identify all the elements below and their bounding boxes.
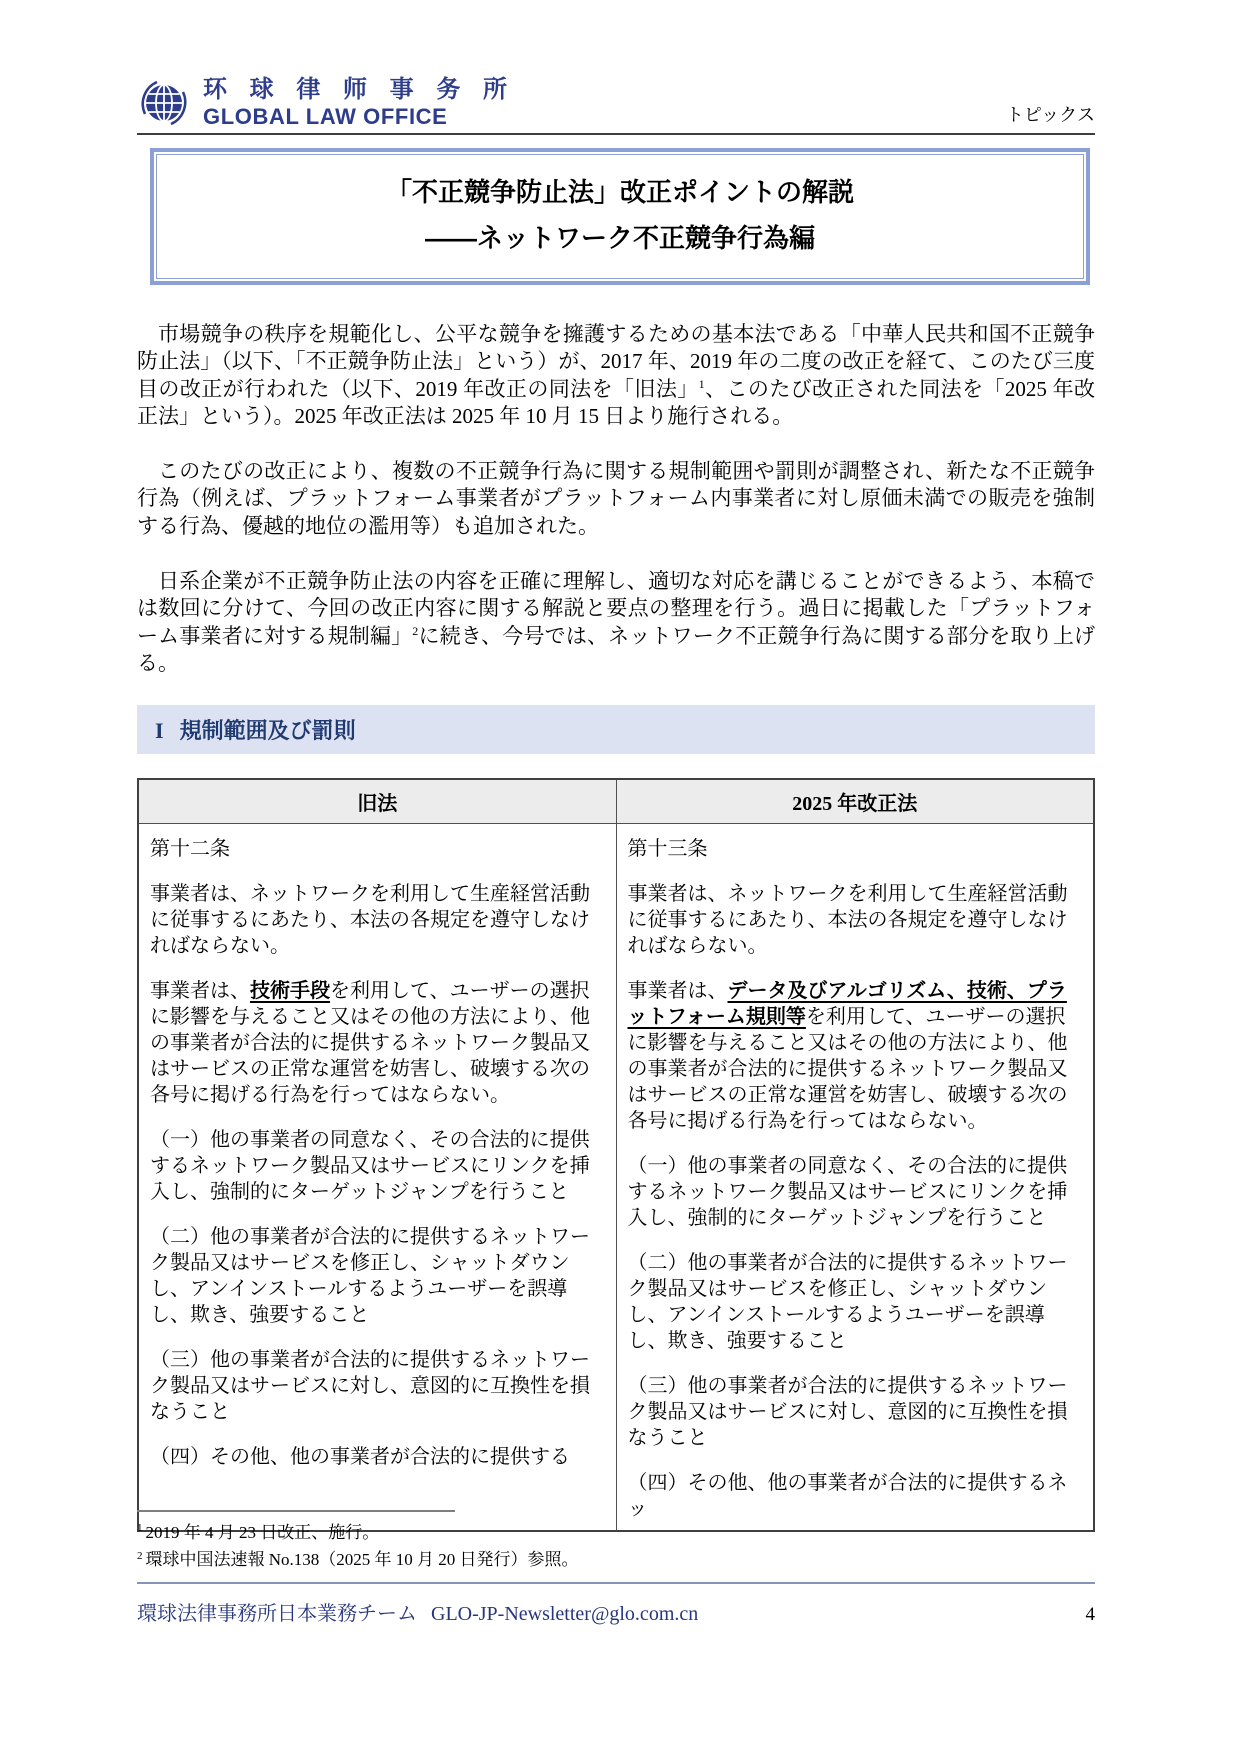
footnote-ref-2: 2 [412,623,419,638]
title-box [150,148,1090,285]
footnote-ref-1: 1 [698,376,705,391]
paragraph-3-text-cont: に続き、今号では、ネットワーク不正競争行為に関する部分を取り上げる。 [137,623,1095,675]
table-body-row [138,824,1094,1532]
footnote-1-text: 2019 年 4 月 23 日改正、施行。 [145,1523,380,1542]
firm-logo-text [203,77,515,129]
old-law-article: 第十二条 [150,838,230,861]
page-number: 4 [1085,1604,1095,1626]
section-numeral: I [155,718,164,744]
paragraph-3-text: 日系企業が不正競争防止法の内容を正確に理解し、適切な対応を講じることができるよう、本稿では数回に分けて、今回の改正内容に関する解説と要点の整理を行う。過日に掲載した「プラットフォーム事業者に対する規制編」 [137,569,1095,648]
section-heading-bar [137,705,1095,754]
old-law-p2-pre: 事業者は、 [150,980,250,1003]
firm-logo [137,76,515,130]
article-title-line1: 「不正競争防止法」改正ポイントの解説 [385,177,854,207]
footnote-divider [137,1510,455,1512]
paragraph-1-text-cont: 、このたび改正された同法を「2025 年改正法」という）。2025 年改正法は 2025 年 10 月 15 日より施行される。 [137,376,1096,428]
old-law-p2 [150,978,605,1108]
old-law-item-4: （四）その他、他の事業者が合法的に提供する [150,1446,570,1469]
old-law-item-3: （三）他の事業者が合法的に提供するネットワーク製品又はサービスに対し、意図的に互換性を損なうこと [150,1349,590,1424]
new-law-item-3: （三）他の事業者が合法的に提供するネットワーク製品又はサービスに対し、意図的に互換性を損なうこと [627,1375,1068,1450]
article-title-line2: ——ネットワーク不正競争行為編 [424,222,815,253]
new-law-emphasis: データ及びアルゴリズム、技術、プラットフォーム規則等 [627,980,1067,1029]
globe-icon [137,76,191,130]
header [137,0,1095,135]
footnote-2-number: 2 [137,1549,143,1562]
firm-name-english: GLOBAL LAW OFFICE [203,103,448,129]
old-law-p1: 事業者は、ネットワークを利用して生産経営活動に従事するにあたり、本法の各規定を遵守しなければならない。 [150,883,590,958]
new-law-p2-pre: 事業者は、 [627,980,728,1003]
table-header-row [138,779,1094,824]
footnote-1-number: 1 [137,1522,143,1535]
footnote-2 [137,1546,1095,1573]
paragraph-2: このたびの改正により、複数の不正競争行為に関する規制範囲や罰則が調整され、新たな不正競争行為（例えば、プラットフォーム事業者がプラットフォーム内事業者に対し原価未満での販売を強制する行為、優越的地位の濫用等）も追加された。 [137,459,1095,538]
footer [137,1597,1095,1626]
firm-name-chinese: 环 球 律 师 事 务 所 [203,76,516,104]
section-heading [155,718,356,743]
new-law-p2-post: を利用して、ユーザーの選択に影響を与えること又はその他の方法により、他の事業者が合法的に提供するネットワーク製品又はサービスの正常な運営を妨害し、破壊する次の各号に掲げる行為を行ってはならない。 [627,1006,1068,1133]
footer-team-line [137,1597,698,1626]
new-law-item-1: （一）他の事業者の同意なく、その合法的に提供するネットワーク製品又はサービスにリンクを挿入し、強制的にターゲットジャンプを行うこと [627,1155,1068,1230]
paragraph-1-text: 市場競争の秩序を規範化し、公平な競争を擁護するための基本法である「中華人民共和国不正競争防止法」（以下、「不正競争防止法」という）が、2017 年、2019 年の二度の改正を経て、このたび三度目の改正が行われた（以下、2019 年改正の同法を「旧法」 [137,322,1095,401]
footer-email: GLO-JP-Newsletter@glo.com.cn [431,1603,699,1626]
column-header-old-law: 旧法 [138,779,616,824]
section-title: 規制範囲及び罰則 [179,718,356,744]
new-law-p2 [628,978,1083,1134]
footer-rule [137,1582,1095,1584]
page-bottom [137,1510,1095,1626]
footnote-2-text: 環球中国法速報 No.138（2025 年 10 月 20 日発行）参照。 [145,1550,579,1570]
topics-label: トピックス [1005,105,1095,125]
old-law-item-1: （一）他の事業者の同意なく、その合法的に提供するネットワーク製品又はサービスにリンクを挿入し、強制的にターゲットジャンプを行うこと [150,1129,590,1204]
old-law-emphasis: 技術手段 [250,980,330,1003]
footnote-1 [137,1519,1095,1546]
old-law-item-2: （二）他の事業者が合法的に提供するネットワーク製品又はサービスを修正し、シャットダウンし、アンインストールするようユーザーを誤導し、欺き、強要すること [150,1226,590,1327]
footer-team-name: 環球法律事務所日本業務チーム [137,1603,417,1626]
new-law-item-2: （二）他の事業者が合法的に提供するネットワーク製品又はサービスを修正し、シャットダウンし、アンインストールするようユーザーを誤導し、欺き、強要すること [627,1252,1068,1353]
title-box-inner [156,154,1084,279]
footnotes [137,1519,1095,1573]
new-law-item-4: （四）その他、他の事業者が合法的に提供するネッ [627,1472,1068,1521]
new-law-cell [616,824,1094,1532]
old-law-p2-post: を利用して、ユーザーの選択に影響を与えること又はその他の方法により、他の事業者が合法的に提供するネットワーク製品又はサービスの正常な運営を妨害し、破壊する次の各号に掲げる行為を行ってはならない。 [150,980,590,1107]
column-header-new-law: 2025 年改正法 [616,779,1094,824]
paragraph-3 [137,568,1095,677]
paragraph-1 [137,321,1095,430]
new-law-p1: 事業者は、ネットワークを利用して生産経営活動に従事するにあたり、本法の各規定を遵守しなければならない。 [627,883,1068,958]
new-law-article: 第十三条 [627,838,708,861]
intro-paragraphs [137,321,1095,677]
